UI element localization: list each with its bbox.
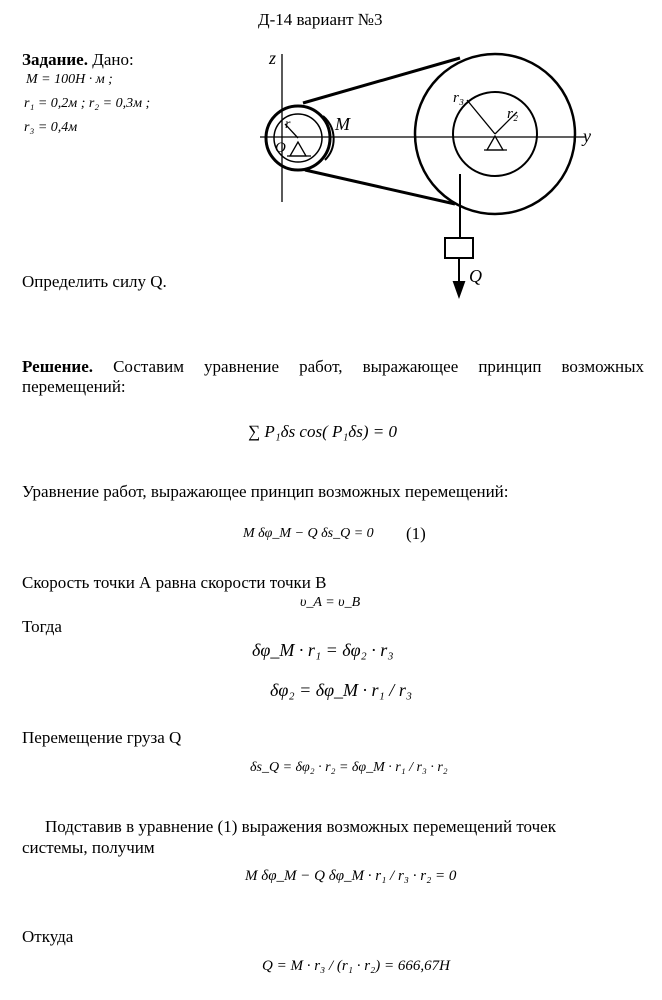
eq-1-number: (1) xyxy=(406,524,426,543)
given-label-rest: Дано: xyxy=(87,50,134,69)
radius-r3 xyxy=(467,100,495,134)
force-Q-arrowhead xyxy=(454,282,464,296)
eq-final: M δφ_M − Q δφ_M · r₁ / r₃ · r₂ = 0 xyxy=(245,868,457,884)
velocity-eq: υ_A = υ_B xyxy=(300,595,361,610)
given-label: Задание. xyxy=(22,50,88,69)
given-line-3: r₃ = 0,4м xyxy=(24,120,78,135)
solution-text-2: перемещений: xyxy=(22,377,126,396)
solution-line-1 xyxy=(22,357,644,377)
move-text: Перемещение груза Q xyxy=(22,728,182,747)
load-block xyxy=(445,238,473,258)
eq-sQ: δs_Q = δφ₂ · r₂ = δφ_M · r₁ / r₃ · r₂ xyxy=(250,760,448,775)
subst-line-1: Подставив в уравнение (1) выражения возможных перемещений точек xyxy=(45,817,556,836)
eq-intro: Уравнение работ, выражающее принцип возможных перемещений: xyxy=(22,482,509,501)
given-line-1: M = 100H · м ; xyxy=(26,72,113,87)
task-text: Определить силу Q. xyxy=(22,272,167,291)
eq-Q: Q = M · r₃ / (r₁ · r₂) = 666,67H xyxy=(262,958,450,974)
label-r3: r₃ xyxy=(453,90,465,106)
label-Q: Q xyxy=(469,266,482,286)
given-line-2: r₁ = 0,2м ; r₂ = 0,3м ; xyxy=(24,96,151,111)
belt-bottom xyxy=(305,170,455,204)
eq-1: M δφ_M − Q δs_Q = 0 xyxy=(243,526,374,541)
subst-line-2: системы, получим xyxy=(22,838,155,857)
eq-sum: ∑ P₁δs cos( P₁δs) = 0 xyxy=(248,422,397,441)
support-left xyxy=(290,142,306,156)
label-z: z xyxy=(269,48,277,68)
then-text: Тогда xyxy=(22,617,62,636)
label-O: O xyxy=(275,140,286,156)
label-y: y xyxy=(583,126,591,146)
support-right xyxy=(487,136,503,150)
label-r1: r xyxy=(285,117,291,132)
velocity-text: Скорость точки А равна скорости точки В xyxy=(22,573,327,592)
label-r2: r₂ xyxy=(507,106,519,122)
given-heading xyxy=(22,50,134,70)
solution-label: Решение. xyxy=(22,357,93,376)
mechanism-figure xyxy=(255,42,600,302)
eq-phi2: δφ₂ = δφ_M · r₁ / r₃ xyxy=(270,680,413,700)
label-M: M xyxy=(335,114,350,134)
solution-text-1: Составим уравнение работ, выражающее принцип возможных xyxy=(93,357,644,376)
page-title: Д-14 вариант №3 xyxy=(258,10,383,29)
whence-text: Откуда xyxy=(22,927,74,946)
eq-phi: δφ_M · r₁ = δφ₂ · r₃ xyxy=(252,640,394,660)
